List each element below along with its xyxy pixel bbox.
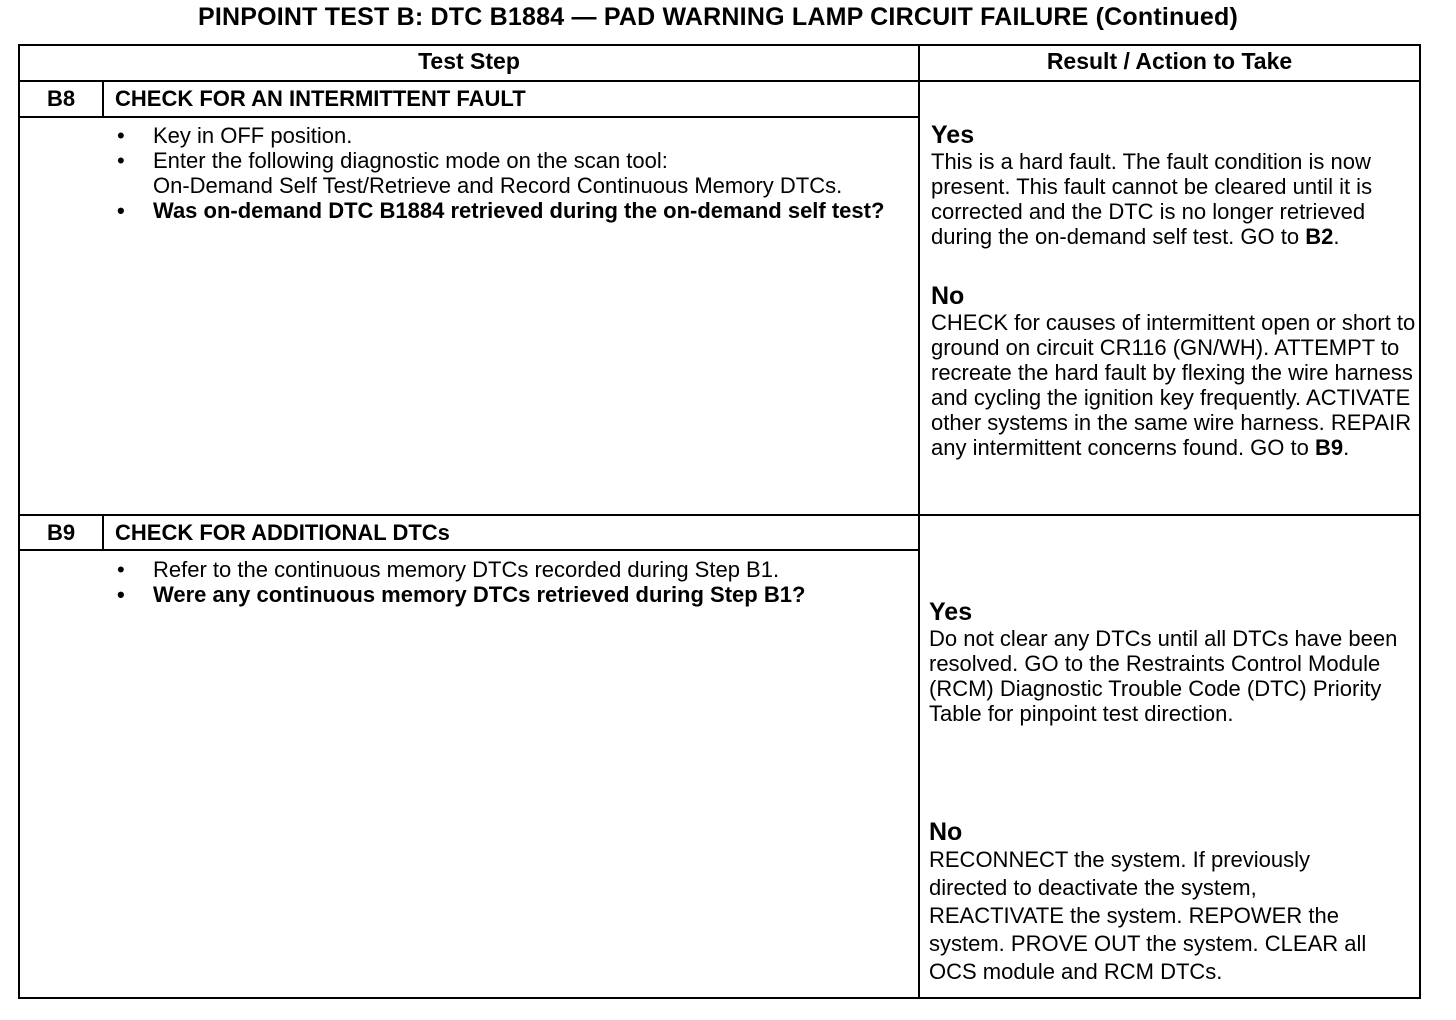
no-label: No [931,282,965,310]
list-item: • Enter the following diagnostic mode on the scan tool: On-Demand Self Test/Retrieve and Record Continuous Memory DTCs. [115,148,905,198]
b9-title-rule [18,549,919,551]
step-id-b9: B9 [46,520,76,545]
header-rule [18,80,1421,82]
yes-label: Yes [931,121,975,149]
b9-yes-result: Yes Do not clear any DTCs until all DTCs have been resolved. GO to the Restraints Control Module (RCM) Diagnostic Trouble Code (DTC) Priority Table for pinpoint test direction. [929,598,1417,726]
b8-title-rule [18,116,919,118]
page-title: PINPOINT TEST B: DTC B1884 — PAD WARNING LAMP CIRCUIT FAILURE (Continued) [197,3,1239,31]
step-title-b9: CHECK FOR ADDITIONAL DTCs [115,520,450,545]
step-id-b8: B8 [46,86,76,111]
no-label: No [929,818,963,846]
test-step-header: Test Step [418,48,520,74]
b9-no-result: No RECONNECT the system. If previously directed to deactivate the system, REACTIVATE the system. REPOWER the system. PROVE OUT the system. CLEAR all OCS module and RCM DTCs. [929,818,1369,986]
list-item: • Was on-demand DTC B1884 retrieved during the on-demand self test? [115,198,905,223]
column-divider [918,44,920,999]
list-item: • Refer to the continuous memory DTCs recorded during Step B1. [115,557,895,582]
list-item: • Were any continuous memory DTCs retrieved during Step B1? [115,582,895,607]
step-separator [18,514,1421,516]
result-header: Result / Action to Take [1046,48,1293,74]
b8-no-result: No CHECK for causes of intermittent open or short to ground on circuit CR116 (GN/WH). ATTEMPT to recreate the hard fault by flexing the wire harness and cycling the ignition key frequently. ACTIVATE other systems in the same wire harness. REPAIR any intermittent concerns found. GO to B9. [931,282,1416,460]
list-item: • Key in OFF position. [115,123,905,148]
b8-yes-result: Yes This is a hard fault. The fault condition is now present. This fault cannot be cleared until it is corrected and the DTC is no longer retrieved during the on-demand self test. GO to B2. [931,121,1417,249]
step-b9-bullets [115,557,895,607]
yes-label: Yes [929,598,973,626]
step-b8-bullets [115,123,905,223]
step-title-b8: CHECK FOR AN INTERMITTENT FAULT [115,86,526,111]
